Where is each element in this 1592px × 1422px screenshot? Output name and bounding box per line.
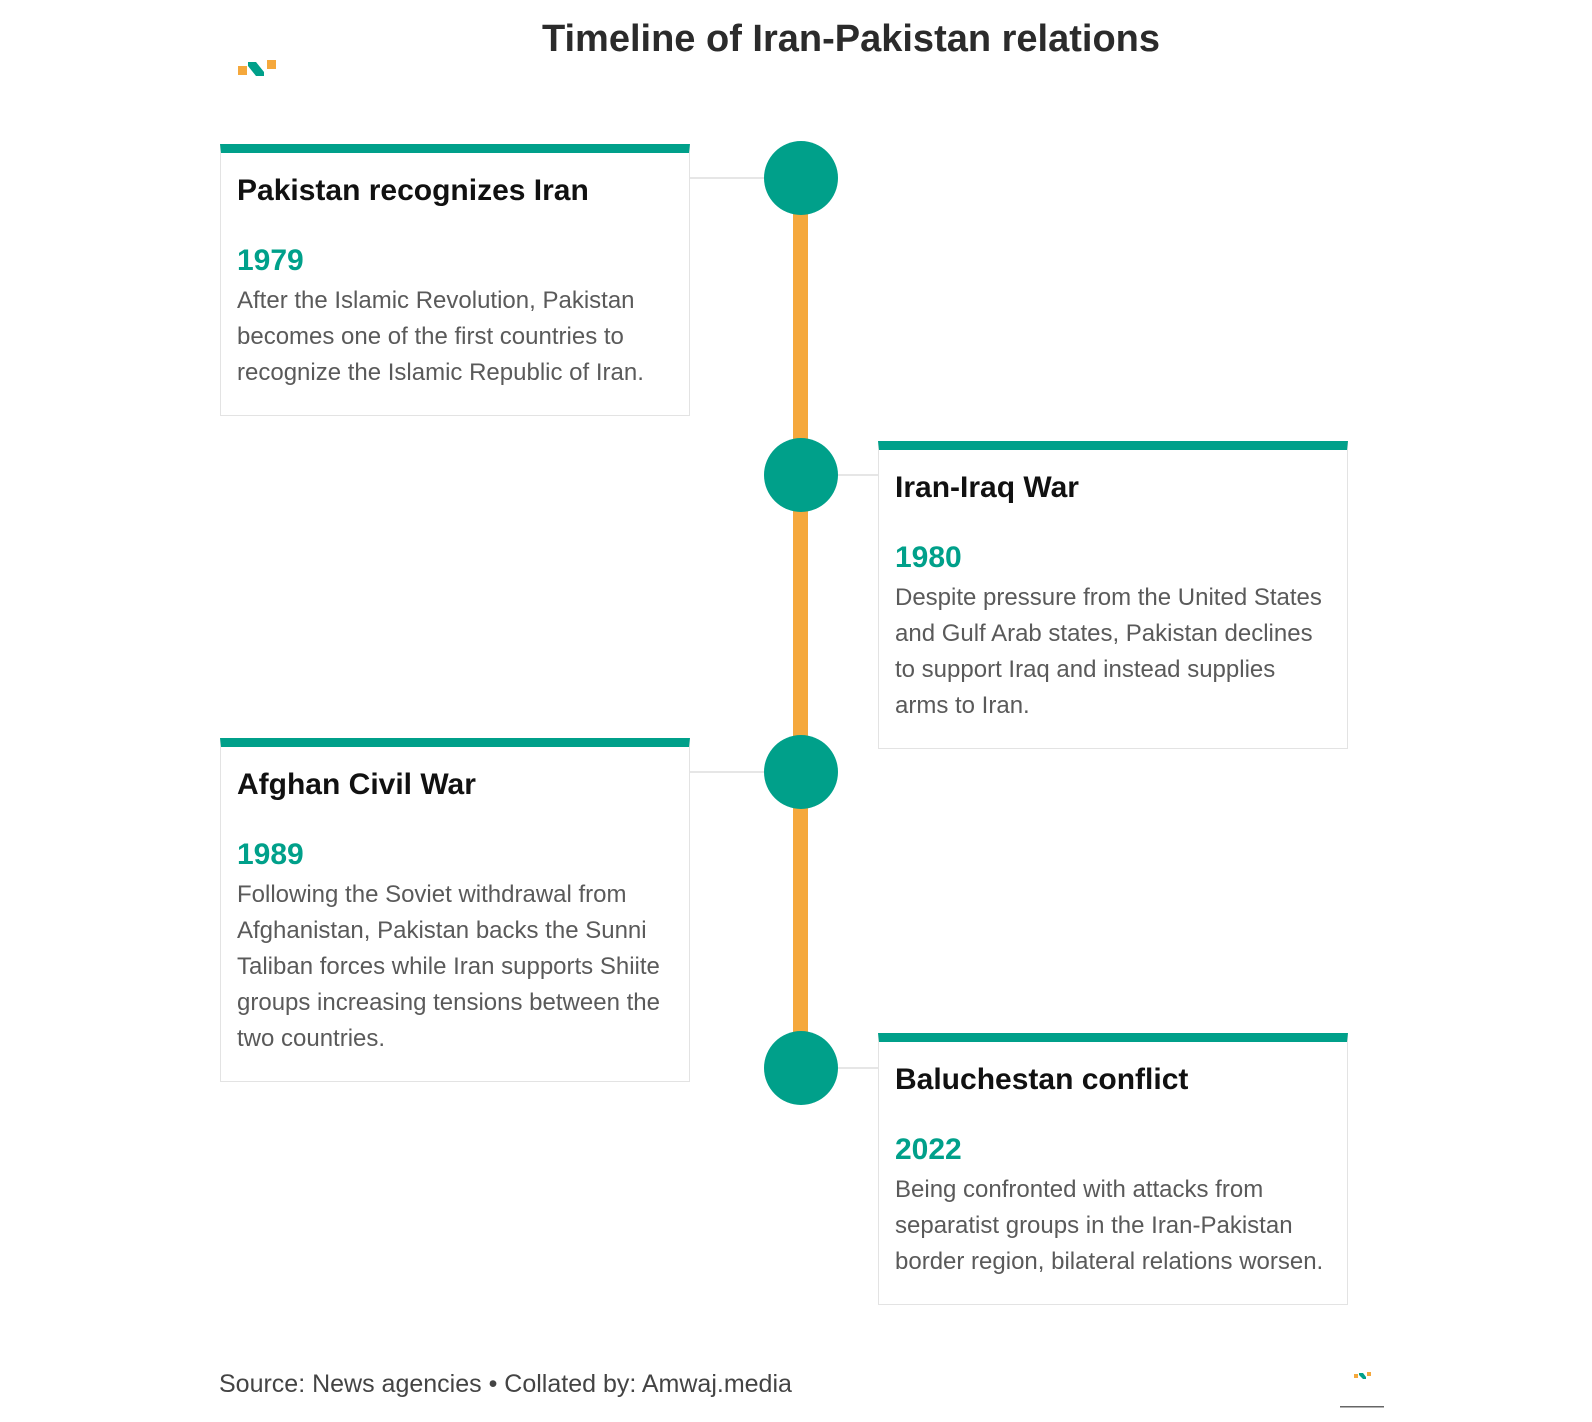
timeline-node-1: [764, 141, 838, 215]
event-description: Being confronted with attacks from separatist groups in the Iran-Pakistan border region, bilateral relations worsen.: [895, 1176, 1324, 1275]
timeline-node-2: [764, 438, 838, 512]
brand-logo-icon: [238, 56, 278, 82]
event-title: Iran-Iraq War: [895, 471, 1079, 504]
source-footer: Source: News agencies • Collated by: Amwaj.media: [219, 1370, 792, 1398]
event-title: Baluchestan conflict: [895, 1063, 1189, 1096]
event-title: Pakistan recognizes Iran: [237, 174, 589, 207]
timeline-line: [793, 170, 808, 1060]
event-year: 2022: [895, 1133, 962, 1166]
event-year: 1979: [237, 244, 304, 277]
connector-4: [832, 1067, 882, 1069]
event-card: [878, 1033, 1348, 1305]
event-card: [220, 144, 690, 416]
event-year: 1980: [895, 541, 962, 574]
event-description: Following the Soviet withdrawal from Afghanistan, Pakistan backs the Sunni Taliban forces while Iran supports Shiite groups increasing tensions between the two countries.: [237, 881, 660, 1052]
event-year: 1989: [237, 838, 304, 871]
connector-2: [832, 474, 882, 476]
timeline-node-3: [764, 735, 838, 809]
connector-1: [690, 177, 770, 179]
event-card: [878, 441, 1348, 749]
page-title: Timeline of Iran-Pakistan relations: [541, 18, 1161, 60]
event-card: [220, 738, 690, 1082]
brand-logo-small-icon: [1340, 1368, 1384, 1408]
event-description: After the Islamic Revolution, Pakistan becomes one of the first countries to recognize the Islamic Republic of Iran.: [237, 287, 644, 386]
event-title: Afghan Civil War: [237, 768, 476, 801]
connector-3: [690, 771, 770, 773]
event-description: Despite pressure from the United States and Gulf Arab states, Pakistan declines to support Iraq and instead supplies arms to Iran.: [895, 584, 1322, 719]
timeline-node-4: [764, 1031, 838, 1105]
